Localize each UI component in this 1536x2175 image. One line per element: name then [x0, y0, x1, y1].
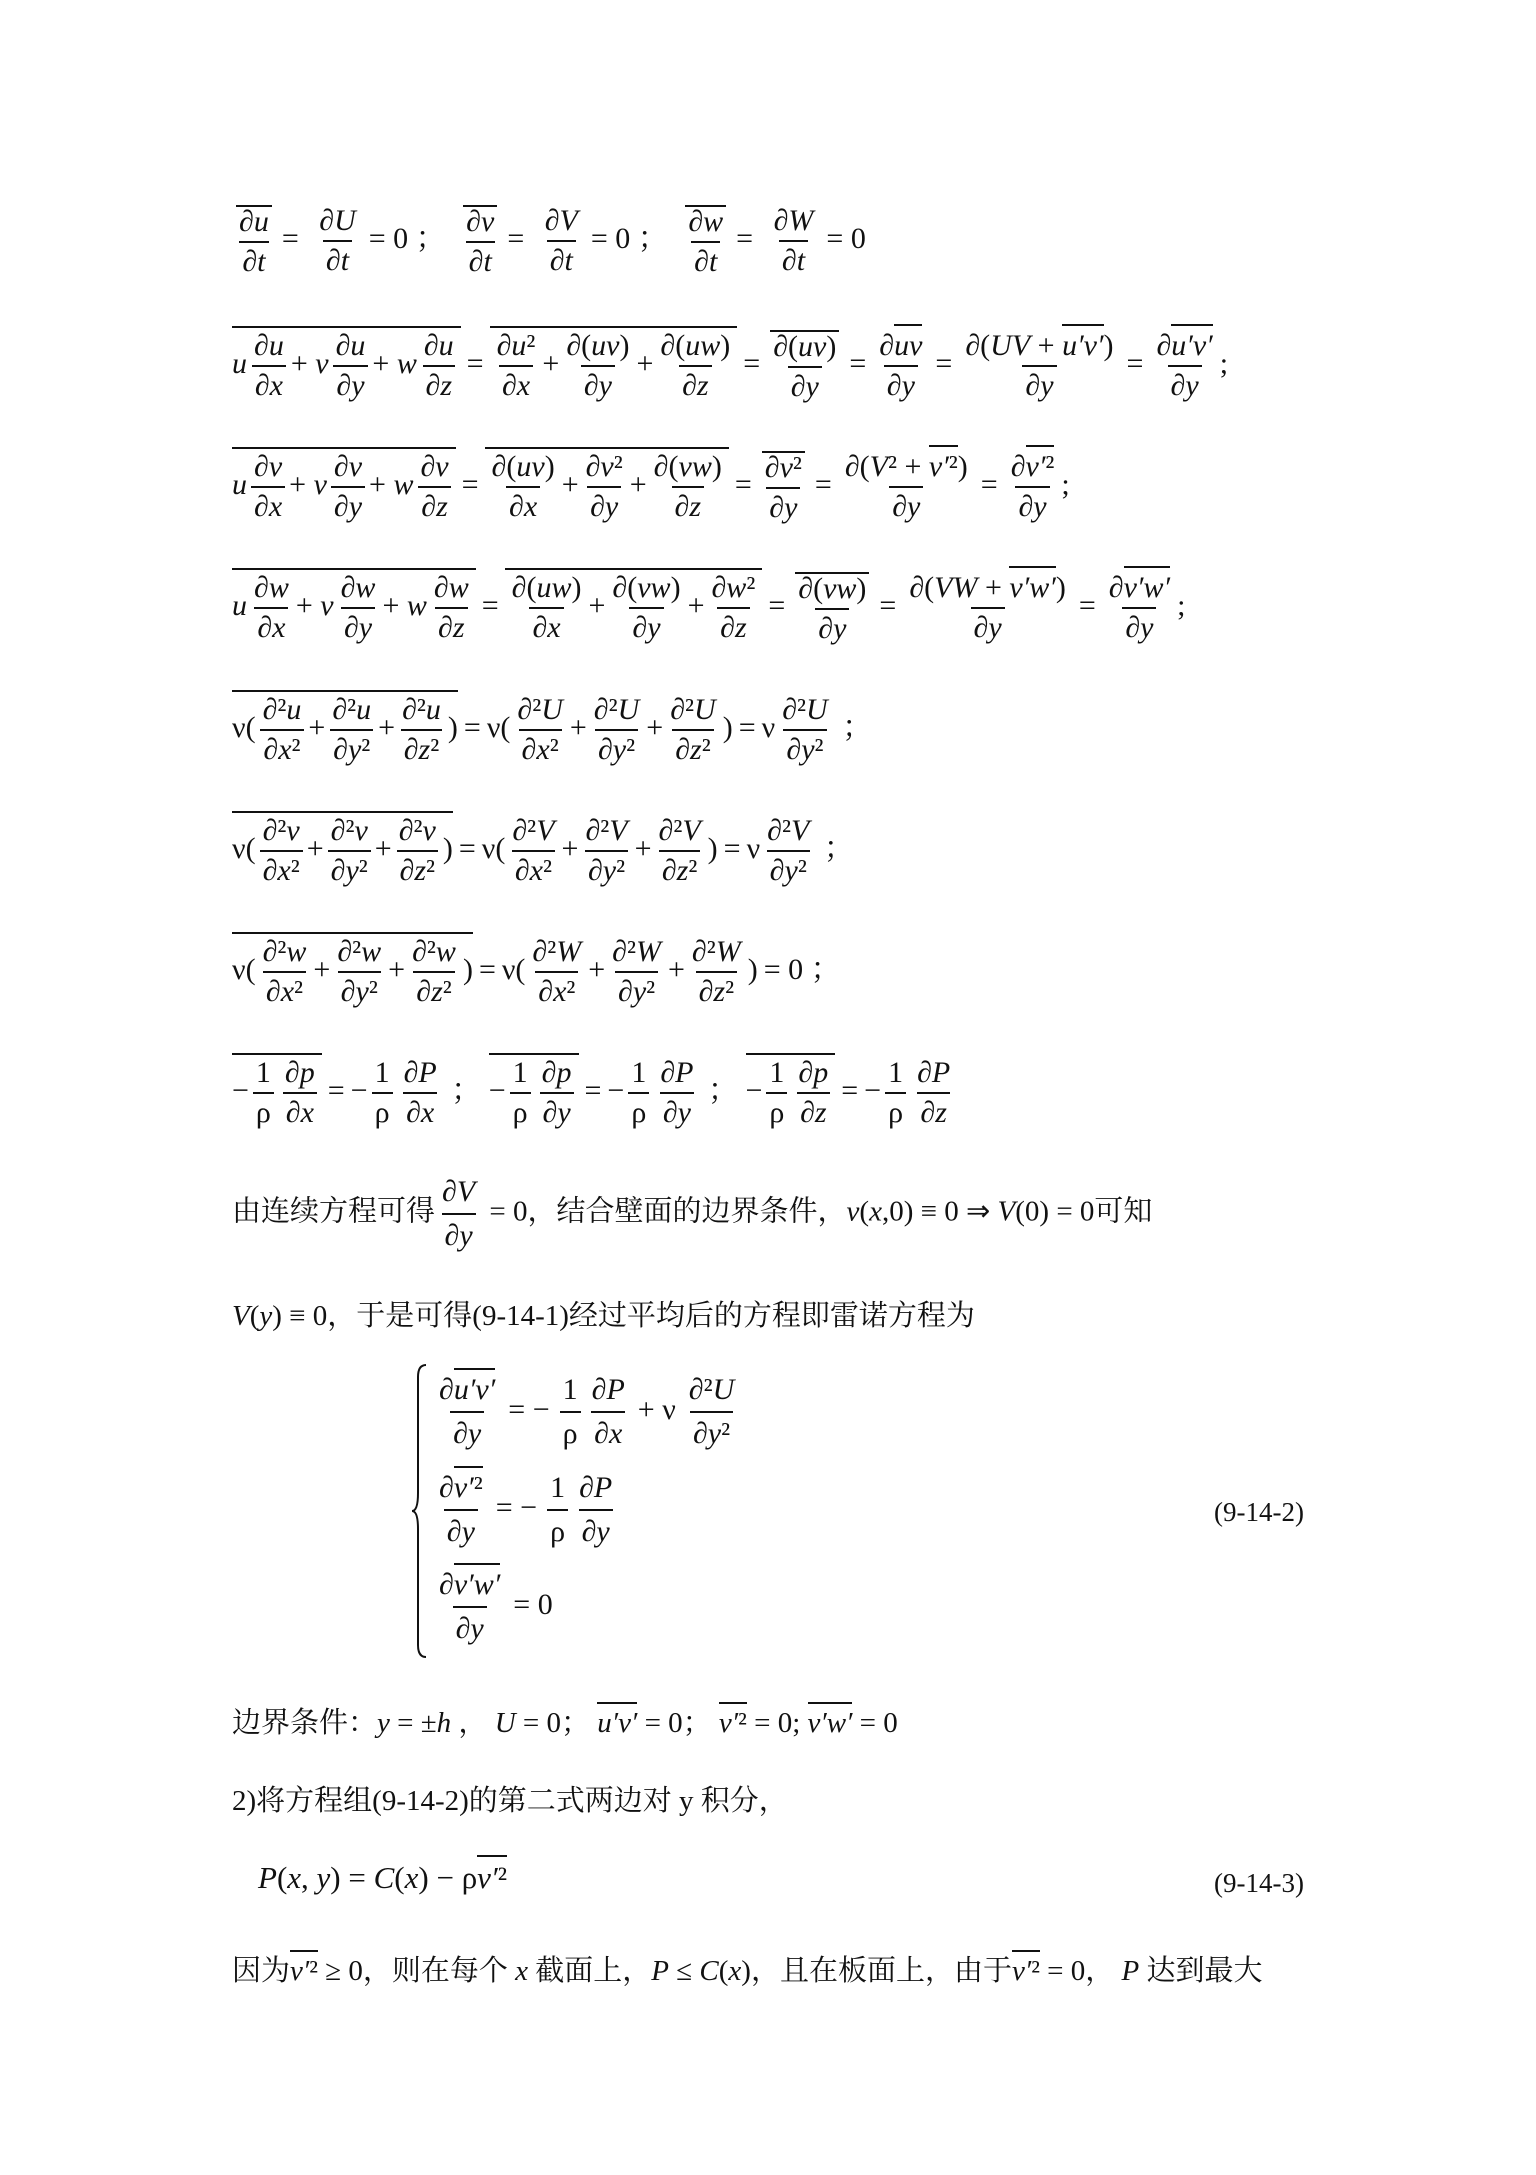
equation-number-9-14-3: (9-14-3)	[1214, 1868, 1304, 1898]
equation-line-7: ν( $\frac{\text{∂²w}}{\text{∂x²}}$ + $\frac{\text{∂²w}}{\text{∂y²}}$ + $\frac{\text{∂²w}}{\text{∂z²}}$ ) = ν( $\frac{\text{∂²W}}{\text{∂x²}}$ + $\frac{\text{∂²W}}{\text{∂y²}}$ + $\frac{\text{∂²W}}{\text{∂z²}}$ ) = 0 ；	[232, 932, 1306, 1007]
system-eq-2: $\frac{\text{∂v′²}}{\partial y}$ = − $\frac{1}{\rho}$ $\frac{\partial P}{\partial y}$	[432, 1471, 619, 1549]
equation-number-9-14-2: (9-14-2)	[1214, 1497, 1304, 1527]
text-segment: 因为	[232, 1955, 291, 1987]
equation-line-3: u $\frac{\partial v}{\partial x}$ + v $\frac{\partial v}{\partial y}$ + w $\frac{\partial v}{\partial z}$ = $\frac{\partial(uv)}{\partial x}$ + $\frac{\text{∂v²}}{\partial y}$ + $\frac{\partial(vw)}{\partial z}$ = $\frac{\text{∂v²}}{\partial y}$ = $\frac{\text{∂(V² + v′²)}}{\partial y}$ = $\frac{\text{∂v′²}}{\partial y}$ ;	[232, 447, 1306, 523]
text-segment: 可知	[1094, 1195, 1153, 1228]
system-eq-1: $\frac{\partial u'v'}{\partial y}$ = − $\frac{1}{\rho}$ $\frac{\partial P}{\partial x}$ + ν $\frac{\text{∂²U}}{\text{∂y²}}$	[432, 1373, 741, 1451]
left-brace-icon	[412, 1363, 428, 1659]
system-eq-3: $\frac{\partial v'w'}{\partial y}$ = 0	[432, 1568, 559, 1646]
equation-line-6: ν( $\frac{\text{∂²v}}{\text{∂x²}}$ + $\frac{\text{∂²v}}{\text{∂y²}}$ + $\frac{\text{∂²v}}{\text{∂z²}}$ ) = ν( $\frac{\text{∂²V}}{\text{∂x²}}$ + $\frac{\text{∂²V}}{\text{∂y²}}$ + $\frac{\text{∂²V}}{\text{∂z²}}$ ) = ν $\frac{\text{∂²V}}{\text{∂y²}}$ ；	[232, 811, 1306, 886]
paragraph-reynolds: V(y) ≡ 0，于是可得(9-14-1)经过平均后的方程即雷诺方程为	[232, 1300, 975, 1332]
equation-line-2: u $\frac{\partial u}{\partial x}$ + v $\frac{\partial u}{\partial y}$ + w $\frac{\partial u}{\partial z}$ = $\frac{\text{∂u²}}{\partial x}$ + $\frac{\partial(uv)}{\partial y}$ + $\frac{\partial(uw)}{\partial z}$ = $\frac{\partial(uv)}{\partial y}$ = $\frac{\partial uv}{\partial y}$ = $\frac{\partial(UV + u'v')}{\partial y}$ = $\frac{\partial u'v'}{\partial y}$ ;	[232, 326, 1306, 402]
text-segment: ，结合壁面的边界条件，	[527, 1195, 847, 1228]
paragraph-continuity: 由连续方程可得 $\frac{\partial V}{\partial y}$ = 0，结合壁面的边界条件，v(x,0) ≡ 0 ⇒ V(0) = 0可知	[232, 1175, 1153, 1252]
equation-system-9-14-2	[418, 1363, 758, 1663]
equation-line-8: − $\frac{1}{\rho}$ $\frac{\partial p}{\partial x}$ = − $\frac{1}{\rho}$ $\frac{\partial P}{\partial x}$ ； − $\frac{1}{\rho}$ $\frac{\partial p}{\partial y}$ = − $\frac{1}{\rho}$ $\frac{\partial P}{\partial y}$ ； − $\frac{1}{\rho}$ $\frac{\partial p}{\partial z}$ = − $\frac{1}{\rho}$ $\frac{\partial P}{\partial z}$	[232, 1053, 1306, 1128]
text-segment: ，则在每个	[362, 1955, 508, 1987]
equation-line-1: $\frac{\partial u}{\partial t}$ = $\frac{\partial U}{\partial t}$ = 0 ； $\frac{\partial v}{\partial t}$ = $\frac{\partial V}{\partial t}$ = 0 ； $\frac{\partial w}{\partial t}$ = $\frac{\partial W}{\partial t}$ = 0	[232, 205, 1306, 277]
text-segment: 由连续方程可得	[232, 1195, 436, 1228]
equation-line-5: ν( $\frac{\text{∂²u}}{\text{∂x²}}$ + $\frac{\text{∂²u}}{\text{∂y²}}$ + $\frac{\text{∂²u}}{\text{∂z²}}$ ) = ν( $\frac{\text{∂²U}}{\text{∂x²}}$ + $\frac{\text{∂²U}}{\text{∂y²}}$ + $\frac{\text{∂²U}}{\text{∂z²}}$ ) = ν $\frac{\text{∂²U}}{\text{∂y²}}$ ；	[232, 690, 1306, 765]
boundary-conditions: 边界条件：y = ±h ， U = 0； u′v′ = 0； v′² = 0; v′w′ = 0	[232, 1700, 1306, 1741]
equation-9-14-3: P(x, y) = C(x) − ρv′²	[258, 1860, 1306, 1896]
text-segment: ，且在板面上，由于	[750, 1955, 1012, 1987]
equation-line-4: u $\frac{\partial w}{\partial x}$ + v $\frac{\partial w}{\partial y}$ + w $\frac{\partial w}{\partial z}$ = $\frac{\partial(uw)}{\partial x}$ + $\frac{\partial(vw)}{\partial y}$ + $\frac{\text{∂w²}}{\partial z}$ = $\frac{\partial(vw)}{\partial y}$ = $\frac{\partial(VW + v'w')}{\partial y}$ = $\frac{\partial v'w'}{\partial y}$ ;	[232, 568, 1306, 644]
paragraph-integrate: 2)将方程组(9-14-2)的第二式两边对 y 积分，	[232, 1785, 788, 1817]
bc-label: 边界条件：	[232, 1707, 378, 1739]
text-segment: ，于是可得(9-14-1)经过平均后的方程即雷诺方程为	[327, 1300, 975, 1332]
text-segment: 达到最大	[1146, 1955, 1263, 1987]
paragraph-pressure-max: 因为v′² ≥ 0，则在每个 x 截面上，P ≤ C(x)，且在板面上，由于v′² = 0， P 达到最大	[232, 1948, 1306, 1989]
text-segment: 截面上，	[535, 1955, 652, 1987]
text-segment: ，	[1085, 1955, 1115, 1987]
